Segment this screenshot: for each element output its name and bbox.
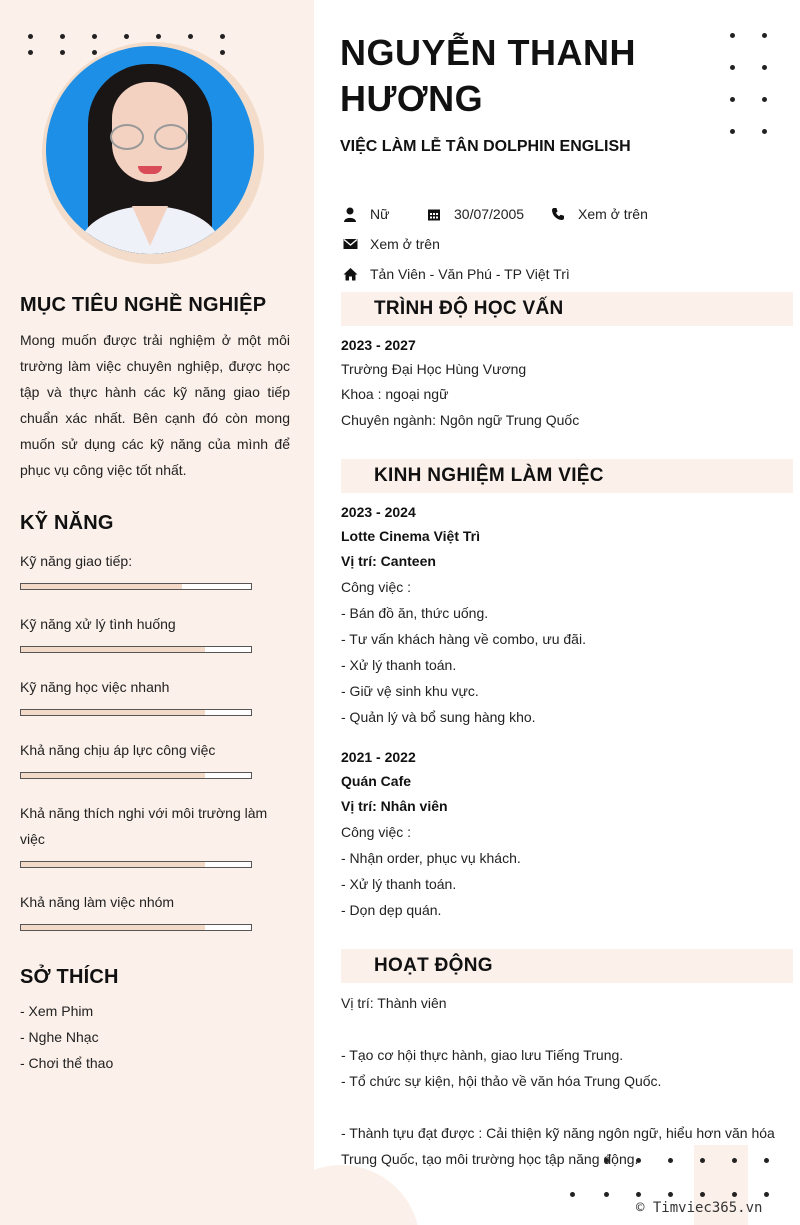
experience-title: KINH NGHIỆM LÀM VIỆC [374,465,604,486]
activity-role: Vị trí: Thành viên [341,995,447,1011]
skill-fill [21,925,205,930]
activities-title: HOẠT ĐỘNG [374,955,493,976]
calendar-icon [426,206,442,222]
hobby-item: - Chơi thể thao [20,1055,114,1071]
candidate-name: NGUYỄN THANH HƯƠNG [340,32,637,119]
watermark: © Timviec365.vn [636,1200,763,1216]
hobby-item: - Nghe Nhạc [20,1029,99,1045]
skill-bar [20,583,252,590]
email-value: Xem ở trên [370,236,440,252]
sidebar [0,0,314,1225]
education-period: 2023 - 2027 [341,337,416,353]
activity-item: - Tổ chức sự kiện, hội thảo về văn hóa Trung Quốc. [341,1073,662,1089]
job-duty: - Bán đồ ăn, thức uống. [341,605,489,621]
activity-achievement: - Thành tựu đạt được : Cải thiện kỹ năng ngôn ngữ, hiểu hơn văn hóa [341,1125,775,1141]
education-school: Trường Đại Học Hùng Vương [341,361,527,377]
education-faculty: Khoa : ngoại ngữ [341,386,449,402]
skill-bar [20,646,252,653]
objective-text: Mong muốn được trải nghiệm ở một môi trường làm việc chuyên nghiệp, được học tập và thực hành các kỹ năng giao tiếp chuẩn xác nhất. Bên cạnh đó còn mong muốn sử dụng các kỹ năng của mình để phục vụ công việc tốt nhất. [20,332,290,478]
dob-info [426,206,524,222]
objective-title: MỤC TIÊU NGHỀ NGHIỆP [20,294,267,316]
job-duty-label: Công việc : [341,824,412,840]
job-position: Vị trí: Nhân viên [341,798,448,814]
skill-label: Kỹ năng học việc nhanh [20,679,170,695]
dob-value: 30/07/2005 [454,206,525,222]
phone-icon [550,206,566,222]
job-period: 2023 - 2024 [341,504,416,520]
skill-fill [21,773,205,778]
skill-label: Khả năng làm việc nhóm [20,894,175,910]
skill-fill [21,584,182,589]
activity-achievement: Trung Quốc, tạo môi trường học tập năng động. [341,1151,639,1167]
skill-fill [21,862,205,867]
skills-title: KỸ NĂNG [20,512,114,534]
skill-bar [20,861,252,868]
activity-item: - Tạo cơ hội thực hành, giao lưu Tiếng Trung. [341,1047,624,1063]
job-duty: - Nhận order, phục vụ khách. [341,850,521,866]
job-duty: - Xử lý thanh toán. [341,657,457,673]
envelope-icon [342,236,358,252]
education-major: Chuyên ngành: Ngôn ngữ Trung Quốc [341,412,580,428]
job-period: 2021 - 2022 [341,749,416,765]
email-info [342,236,440,252]
job-position: Vị trí: Canteen [341,553,436,569]
job-title: VIỆC LÀM LỄ TÂN DOLPHIN ENGLISH [340,138,631,155]
skill-bar [20,709,252,716]
skill-bar [20,772,252,779]
job-duty: - Tư vấn khách hàng về combo, ưu đãi. [341,631,586,647]
phone-info [550,206,648,222]
job-company: Quán Cafe [341,773,412,789]
home-icon [342,266,358,282]
gender-value: Nữ [370,206,390,222]
job-duty: - Quản lý và bổ sung hàng kho. [341,709,536,725]
job-company: Lotte Cinema Việt Trì [341,528,480,544]
job-duty: - Giữ vệ sinh khu vực. [341,683,479,699]
hobby-item: - Xem Phim [20,1003,94,1019]
avatar [46,46,254,254]
gender-info [342,206,389,222]
skill-label: Kỹ năng xử lý tình huống [20,616,176,632]
hobbies-title: SỞ THÍCH [20,966,119,988]
address-info [342,266,570,282]
skill-label: Kỹ năng giao tiếp: [20,553,133,569]
person-icon [342,206,358,222]
skill-fill [21,647,205,652]
address-value: Tản Viên - Văn Phú - TP Việt Trì [370,266,570,282]
skill-label: Khả năng thích nghi với môi trường làm việc [20,805,268,847]
skill-bar [20,924,252,931]
skill-fill [21,710,205,715]
phone-value: Xem ở trên [578,206,648,222]
education-title: TRÌNH ĐỘ HỌC VẤN [374,298,564,319]
job-duty: - Dọn dẹp quán. [341,902,442,918]
job-duty-label: Công việc : [341,579,412,595]
job-duty: - Xử lý thanh toán. [341,876,457,892]
skill-label: Khả năng chịu áp lực công việc [20,742,216,758]
